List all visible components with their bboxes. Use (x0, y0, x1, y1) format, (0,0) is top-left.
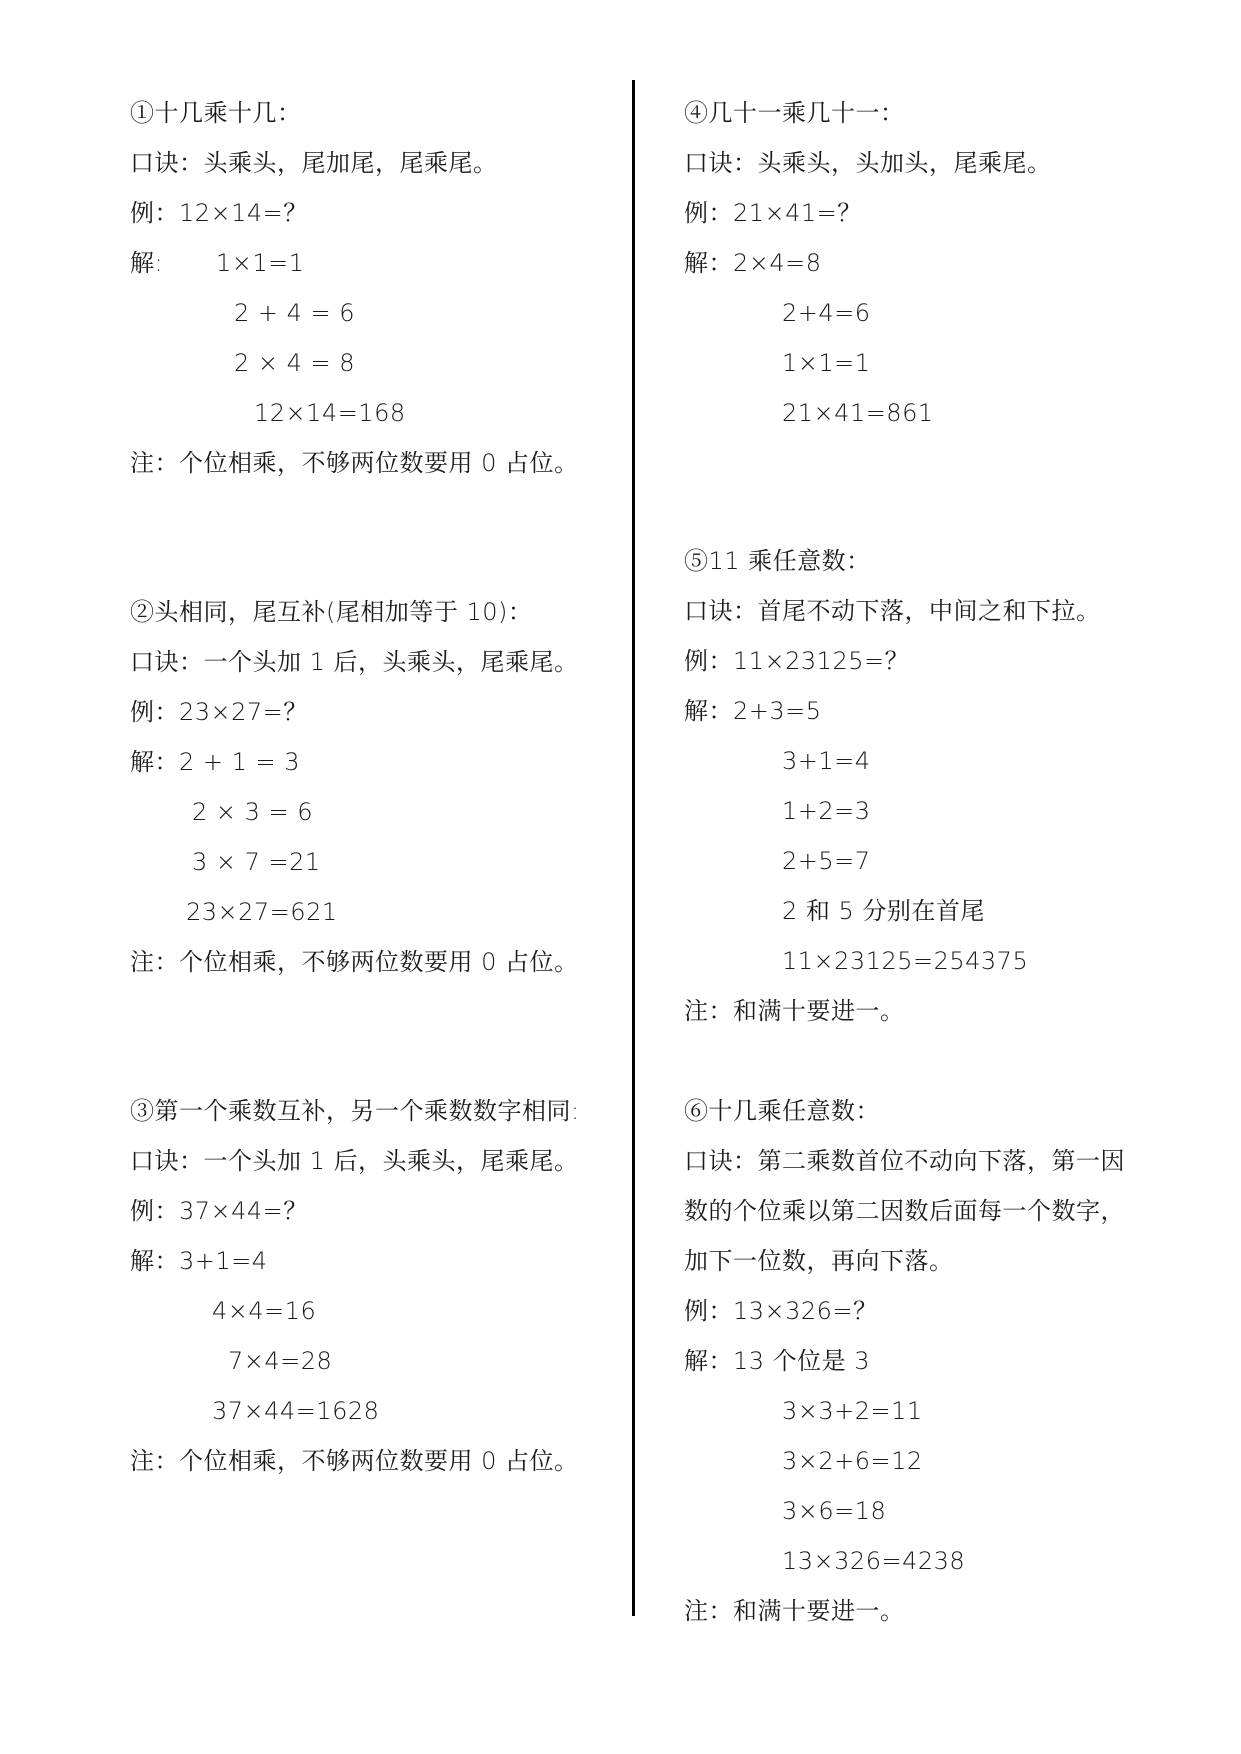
section-3-step-2: 4×4=16 (212, 1297, 317, 1325)
section-2-heading: ②头相同，尾互补(尾相加等于 10)： (130, 598, 533, 626)
section-6-heading: ⑥十几乘任意数： (684, 1097, 880, 1125)
section-5-step-2: 3+1=4 (782, 747, 871, 775)
section-1-step-2: 2 + 4 = 6 (234, 299, 356, 327)
section-6-solution: 解：13 个位是 3 (684, 1347, 871, 1375)
section-6-mnemonic-line-2: 数的个位乘以第二因数后面每一个数字， (684, 1197, 1125, 1225)
section-2-note: 注：个位相乘，不够两位数要用 0 占位。 (130, 948, 579, 976)
section-4-mnemonic: 口诀：头乘头，头加头，尾乘尾。 (684, 149, 1052, 177)
section-1-example: 例：12×14=？ (130, 199, 308, 227)
section-4-step-3: 1×1=1 (782, 349, 871, 377)
section-6-mnemonic-line-3: 加下一位数，再向下落。 (684, 1247, 954, 1275)
section-1-heading: ①十几乘十几： (130, 99, 302, 127)
section-3-step-3: 7×4=28 (228, 1347, 333, 1375)
section-4-solution: 解：2×4=8 (684, 249, 822, 277)
section-5-step-4: 2+5=7 (782, 847, 871, 875)
section-2-example: 例：23×27=？ (130, 698, 308, 726)
section-5-solution: 解：2+3=5 (684, 697, 822, 725)
section-5-heading: ⑤11 乘任意数： (684, 547, 871, 575)
section-5-note: 注：和满十要进一。 (684, 997, 905, 1025)
section-1-mnemonic: 口诀：头乘头，尾加尾，尾乘尾。 (130, 149, 498, 177)
section-2-solution: 解：2 + 1 = 3 (130, 748, 301, 776)
section-6-result: 13×326=4238 (782, 1547, 966, 1575)
section-3-heading: ③第一个乘数互补，另一个乘数数字相同: (130, 1097, 580, 1125)
section-1-step-3: 2 × 4 = 8 (234, 349, 356, 377)
section-2-result: 23×27=621 (186, 898, 338, 926)
section-3-mnemonic: 口诀：一个头加 1 后，头乘头，尾乘尾。 (130, 1147, 579, 1175)
section-3-example: 例：37×44=？ (130, 1197, 308, 1225)
section-1-step-1: 1×1=1 (216, 249, 305, 277)
section-1-result: 12×14=168 (254, 399, 406, 427)
section-4-step-2: 2+4=6 (782, 299, 871, 327)
section-1-note: 注：个位相乘，不够两位数要用 0 占位。 (130, 449, 579, 477)
section-3-solution: 解：3+1=4 (130, 1247, 268, 1275)
section-5-step-5: 2 和 5 分别在首尾 (782, 897, 985, 925)
section-6-step-3: 3×2+6=12 (782, 1447, 923, 1475)
section-5-example: 例：11×23125=？ (684, 647, 910, 675)
section-4-example: 例：21×41=？ (684, 199, 862, 227)
column-divider (632, 80, 635, 1616)
section-5-step-3: 1+2=3 (782, 797, 871, 825)
section-2-step-2: 2 × 3 = 6 (192, 798, 314, 826)
section-5-result: 11×23125=254375 (782, 947, 1029, 975)
section-6-step-4: 3×6=18 (782, 1497, 887, 1525)
section-4-heading: ④几十一乘几十一： (684, 99, 905, 127)
section-6-note: 注：和满十要进一。 (684, 1597, 905, 1625)
section-6-example: 例：13×326=？ (684, 1297, 878, 1325)
section-2-step-3: 3 × 7 =21 (192, 848, 321, 876)
section-6-step-2: 3×3+2=11 (782, 1397, 923, 1425)
section-3-note: 注：个位相乘，不够两位数要用 0 占位。 (130, 1447, 579, 1475)
section-3-result: 37×44=1628 (212, 1397, 380, 1425)
section-4-result: 21×41=861 (782, 399, 934, 427)
section-6-mnemonic-line-1: 口诀：第二乘数首位不动向下落，第一因 (684, 1147, 1125, 1175)
section-2-mnemonic: 口诀：一个头加 1 后，头乘头，尾乘尾。 (130, 648, 579, 676)
section-1-solution-label: 解: (130, 249, 164, 277)
section-5-mnemonic: 口诀：首尾不动下落，中间之和下拉。 (684, 597, 1101, 625)
